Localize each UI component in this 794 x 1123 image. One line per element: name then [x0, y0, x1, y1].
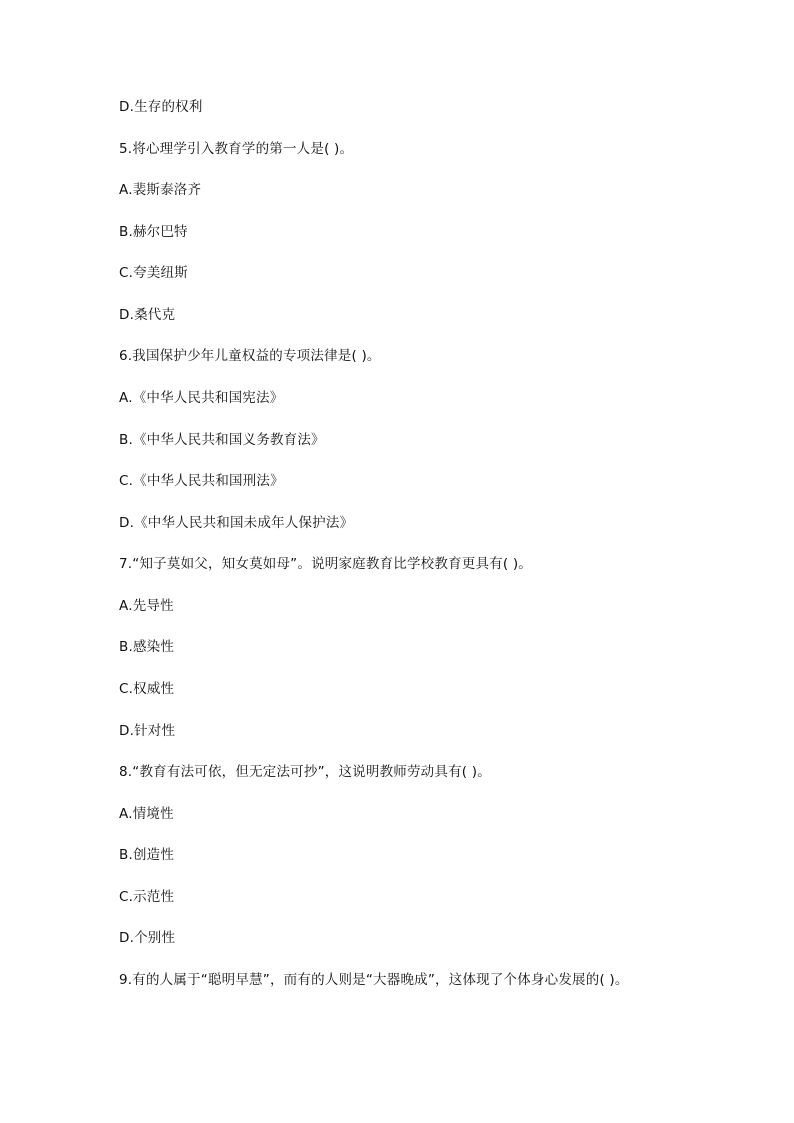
question-7: 7.“知子莫如父，知女莫如母”。说明家庭教育比学校教育更具有( )。 [119, 556, 532, 572]
question-8: 8.“教育有法可依，但无定法可抄”，这说明教师劳动具有( )。 [119, 764, 491, 780]
option-5b: B.赫尔巴特 [119, 224, 188, 240]
question-5: 5.将心理学引入教育学的第一人是( )。 [119, 141, 354, 157]
option-5d: D.桑代克 [119, 307, 176, 323]
option-7b: B.感染性 [119, 639, 175, 655]
question-9: 9.有的人属于“聪明早慧”，而有的人则是“大器晚成”，这体现了个体身心发展的( )。 [119, 972, 629, 988]
option-5c: C.夸美纽斯 [119, 265, 188, 281]
option-7d: D.针对性 [119, 723, 176, 739]
option-6a: A.《中华人民共和国宪法》 [119, 390, 284, 406]
option-5a: A.裴斯泰洛齐 [119, 182, 202, 198]
option-8d: D.个别性 [119, 930, 176, 946]
option-7c: C.权威性 [119, 681, 175, 697]
option-8a: A.情境性 [119, 806, 174, 822]
option-8b: B.创造性 [119, 847, 175, 863]
question-6: 6.我国保护少年儿童权益的专项法律是( )。 [119, 348, 381, 364]
option-7a: A.先导性 [119, 598, 174, 614]
option-4d: D.生存的权利 [119, 99, 203, 115]
option-6c: C.《中华人民共和国刑法》 [119, 473, 284, 489]
option-6b: B.《中华人民共和国义务教育法》 [119, 432, 325, 448]
option-6d: D.《中华人民共和国未成年人保护法》 [119, 515, 354, 531]
option-8c: C.示范性 [119, 889, 175, 905]
